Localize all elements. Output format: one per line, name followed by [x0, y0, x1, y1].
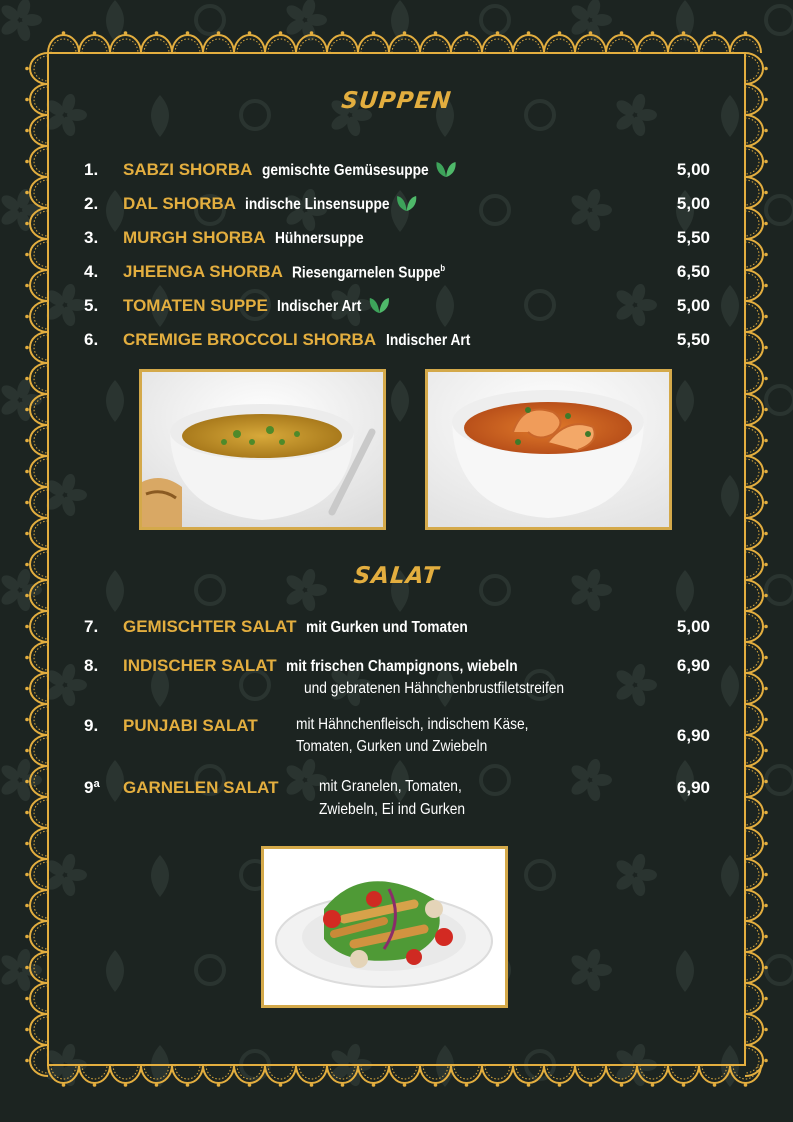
item-name: GARNELEN SALAT [123, 778, 279, 797]
menu-item [84, 296, 710, 320]
item-number: 7. [84, 617, 99, 636]
item-price: 5,00 [676, 617, 710, 636]
item-number: 5. [84, 296, 99, 315]
item-name: JHEENGA SHORBA Riesengarnelen Suppe$^b$ [123, 262, 446, 281]
item-name: PUNJABI SALAT [123, 716, 258, 735]
item-name: CREMIGE BROCCOLI SHORBA Indischer Art [123, 330, 470, 349]
menu-item [84, 656, 710, 702]
allergen-note: b [440, 262, 446, 273]
item-name: GEMISCHTER SALAT mit Gurken und Tomaten [123, 617, 468, 636]
menu-item [84, 228, 710, 252]
item-price: 5,00 [676, 160, 710, 179]
salad-photo [261, 846, 508, 1008]
item-name: TOMATEN SUPPE Indischer Art [123, 296, 410, 316]
item-number: 1. [84, 160, 99, 179]
item-description: Indischer Art [277, 296, 391, 316]
menu-item [84, 262, 710, 286]
item-description: mit Hähnchenfleisch, indischem Käse, [296, 716, 529, 733]
item-description: mit frischen Champignons, wiebeln [286, 658, 518, 675]
item-description: Riesengarnelen Suppe$^b$ [292, 262, 446, 281]
menu-item [84, 194, 710, 218]
item-number: 2. [84, 194, 99, 213]
item-description: Hühnersuppe [275, 230, 364, 247]
item-number: 3. [84, 228, 99, 247]
item-price: 5,00 [676, 296, 710, 315]
item-number: 8. [84, 656, 99, 675]
leaf-icon [396, 194, 420, 212]
section-title-suppen: SUPPEN [340, 88, 453, 114]
item-price: 5,50 [676, 330, 710, 349]
item-description-line2: und gebratenen Hähnchenbrustfiletstreifen [304, 680, 565, 697]
item-number: 9. [84, 716, 99, 735]
soup-photo-lentil [139, 369, 386, 530]
section-title-salat: SALAT [352, 563, 441, 589]
menu-item [84, 160, 710, 184]
soup-photo-shrimp [425, 369, 672, 530]
item-price: 6,50 [676, 262, 710, 281]
menu-item [84, 716, 710, 762]
item-name: MURGH SHORBA Hühnersuppe [123, 228, 364, 247]
item-description: mit Granelen, Tomaten, [319, 778, 462, 795]
leaf-icon [367, 296, 391, 314]
item-price: 5,50 [676, 228, 710, 247]
item-number: 6. [84, 330, 99, 349]
item-description-line2: Tomaten, Gurken und Zwiebeln [296, 738, 488, 755]
item-price: 6,90 [676, 726, 710, 745]
item-name: INDISCHER SALAT mit frischen Champignons, wiebeln [123, 656, 518, 675]
menu-item [84, 778, 710, 824]
item-number: 4. [84, 262, 99, 281]
item-price: 6,90 [676, 656, 710, 675]
item-description: indische Linsensuppe [245, 194, 419, 214]
item-price: 5,00 [676, 194, 710, 213]
item-name: SABZI SHORBA gemischte Gemüsesuppe [123, 160, 490, 180]
menu-item [84, 330, 710, 354]
item-price: 6,90 [676, 778, 710, 797]
item-number: 9ª [84, 778, 100, 797]
item-description: mit Gurken und Tomaten [305, 619, 468, 636]
leaf-icon [434, 160, 458, 178]
menu-item [84, 617, 710, 641]
item-description-line2: Zwiebeln, Ei ind Gurken [319, 801, 466, 818]
item-name: DAL SHORBA indische Linsensuppe [123, 194, 448, 214]
item-description: gemischte Gemüsesuppe [262, 160, 458, 180]
item-description: Indischer Art [385, 332, 470, 349]
